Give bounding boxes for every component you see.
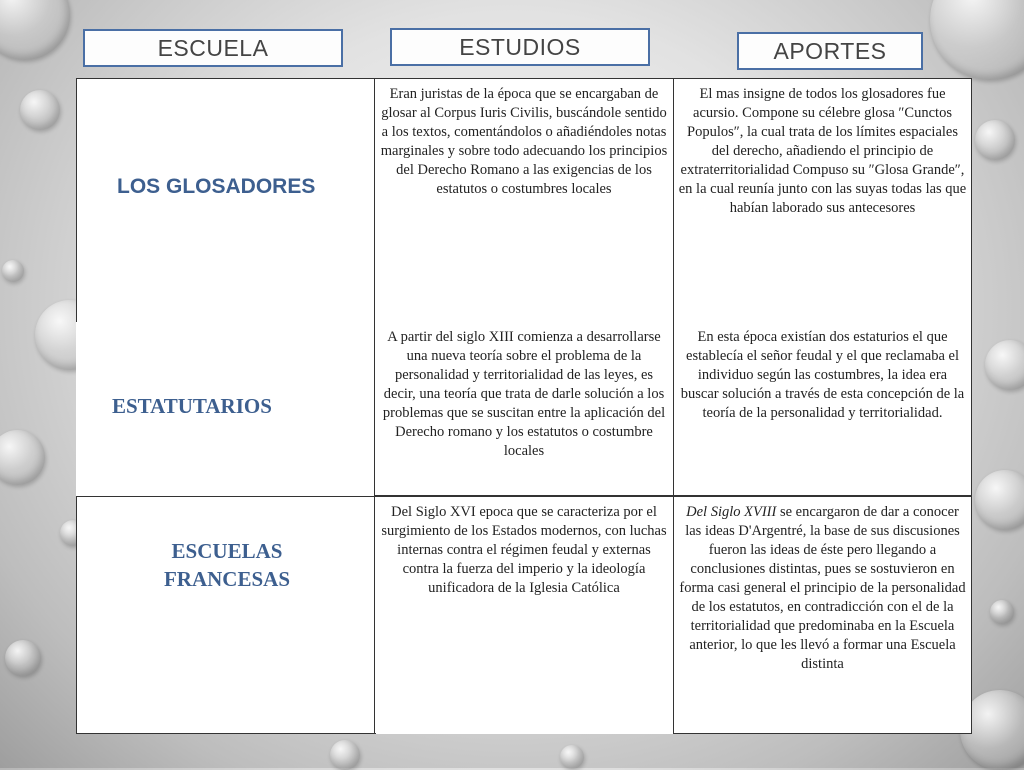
- aportes-cell: El mas insigne de todos los glosadores fue acursio. Compone su célebre glosa ″Cunctos Populos″, la cual trata de los límites espaciales del derecho, añadiendo el principio de extraterritorialidad Compuso su ″Glosa Grande″, en la cual reunía junto con las suyas todas las que habían laborado sus antecesores: [673, 78, 972, 323]
- aportes-cell: [673, 496, 972, 734]
- aportes-text: se encargaron de dar a conocer las ideas D'Argentré, la base de sus discusiones fueron las ideas de éste pero llegando a conclusiones distintas, pues se sostuvieron en forma casi general el principio de la personalidad de los estatutos, en contradicción con el de la territorialidad que predominaba en la Escuela anterior, lo que les llevó a formar una Escuela distinta: [679, 504, 966, 672]
- header-aportes: APORTES: [737, 32, 923, 70]
- estudios-cell: Eran juristas de la época que se encargaban de glosar al Corpus Iuris Civilis, buscándole sentido a los textos, comentándolos o añadiéndoles notas marginales y sobre todo adecuando los principios del Derecho Romano a las exigencias de los estatutos o costumbres locales: [374, 78, 674, 323]
- school-name: ESTATUTARIOS: [112, 394, 272, 418]
- decorative-bubble: [990, 600, 1014, 624]
- decorative-bubble: [0, 0, 70, 60]
- decorative-bubble: [330, 740, 360, 770]
- decorative-bubble: [975, 470, 1024, 530]
- decorative-bubble: [2, 260, 24, 282]
- school-cell-estatutarios: [76, 322, 375, 496]
- decorative-bubble: [975, 120, 1015, 160]
- aportes-cell: En esta época existían dos estaturios el que establecía el señor feudal y el que reclamaba el individuo según las costumbres, la idea era buscar solución a través de esta concepción de la teoría de la personalidad y territorialidad.: [673, 322, 972, 496]
- school-name: LOS GLOSADORES: [117, 175, 316, 198]
- school-cell-escuelas-francesas: [76, 496, 375, 734]
- row3-bottom-line: [76, 733, 376, 734]
- school-cell-glosadores: [76, 78, 375, 323]
- header-escuela: ESCUELA: [83, 29, 343, 67]
- decorative-bubble: [560, 745, 584, 769]
- decorative-bubble: [0, 430, 45, 485]
- school-name-line1: ESCUELAS: [171, 539, 283, 563]
- estudios-cell: Del Siglo XVI epoca que se caracteriza por el surgimiento de los Estados modernos, con luchas internas contra el régimen feudal y externas contra la fuerza del imperio y la ideología unificadora de la Iglesia Católica: [374, 496, 674, 734]
- header-estudios: ESTUDIOS: [390, 28, 650, 66]
- school-name-line2: FRANCESAS: [163, 567, 291, 591]
- decorative-bubble: [985, 340, 1024, 390]
- estudios-cell: A partir del siglo XIII comienza a desarrollarse una nueva teoría sobre el problema de la personalidad y territorialidad de las leyes, es decir, una teoría que trata de darle solución a los problemas que se suscitan entre la aplicación del Derecho romano y los estatutos o costumbre locales: [374, 322, 674, 496]
- decorative-bubble: [5, 640, 41, 676]
- aportes-italic-lead: Del Siglo XVIII: [686, 504, 777, 520]
- decorative-bubble: [930, 0, 1024, 80]
- decorative-bubble: [20, 90, 60, 130]
